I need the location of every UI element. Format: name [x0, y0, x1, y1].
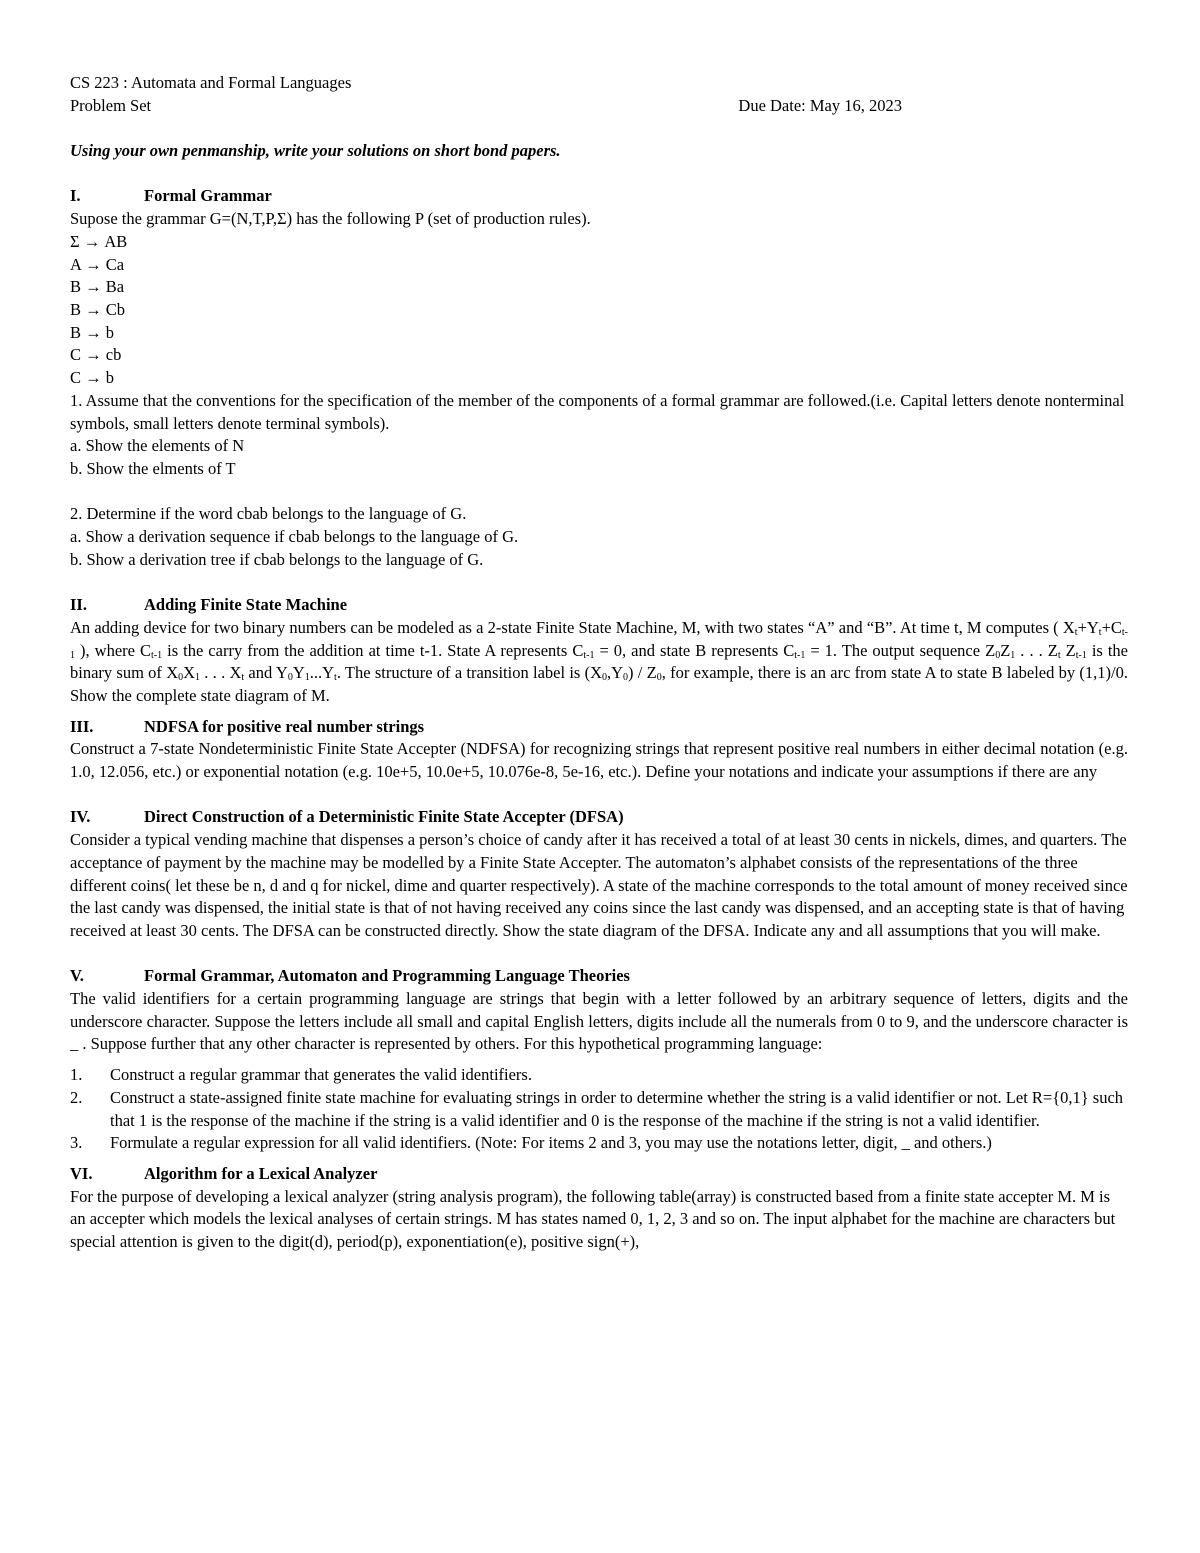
header-row — [70, 95, 902, 118]
instruction: Using your own penmanship, write your solutions on short bond papers. — [70, 141, 561, 161]
list-item-text: Construct a regular grammar that generates the valid identifiers. — [110, 1065, 532, 1085]
section-3-number: III. — [70, 716, 94, 736]
production-rule: B → Ba — [70, 277, 125, 297]
production-rule: B → b — [70, 322, 115, 342]
list-item-text: Formulate a regular expression for all valid identifiers. (Note: For items 2 and 3, you may use the notations letter, digit, _ and others.) — [110, 1133, 992, 1153]
section-5-items — [70, 1064, 1128, 1155]
list-item-text: Construct a state-assigned finite state machine for evaluating strings in order to determine whether the string is a valid identifier or not. Let R={0,1} such that 1 is the response of the machine if the string is a valid identifier and 0 is the response of the machine if the string is not a valid identifier. — [110, 1087, 1124, 1130]
section-1-heading — [70, 185, 1128, 208]
production-rule: B → Cb — [70, 300, 126, 319]
production-rule: C → b — [70, 368, 115, 388]
production-rule: C → cb — [70, 345, 122, 365]
question-1: 1. Assume that the conventions for the specification of the member of the components of a formal grammar are followed.(i.e. Capital letters denote nonterminal symbols, small letters denote terminal symbols). — [70, 390, 1125, 433]
question-1b: b. Show the elments of T — [70, 458, 236, 478]
list-item — [70, 1064, 1128, 1087]
section-3-title: NDFSA for positive real number strings — [144, 716, 425, 736]
section-5-title: Formal Grammar, Automaton and Programming Language Theories — [144, 966, 630, 986]
section-3-body: Construct a 7-state Nondeterministic Finite State Accepter (NDFSA) for recognizing strings that represent positive real numbers in either decimal notation (e.g. 1.0, 12.056, etc.) or exponential notation (e.g. 10e+5, 10.0e+5, 10.076e-8, 5e-16, etc.). Define your notations and indicate your assumptions if there are any — [70, 739, 1128, 782]
section-2-title: Adding Finite State Machine — [144, 595, 348, 615]
list-item — [70, 1087, 1128, 1132]
section-6-body: For the purpose of developing a lexical analyzer (string analysis program), the following table(array) is constructed based from a finite state accepter M. M is an accepter which models the lexical analyses of certain strings. M has states named 0, 1, 2, 3 and so on. The input alphabet for the machine are characters but special attention is given to the digit(d), period(p), exponentiation(e), positive sign(+), — [70, 1186, 1116, 1252]
section-2-number: II. — [70, 595, 87, 615]
section-1-intro: Supose the grammar G=(N,T,P,Σ) has the following P (set of production rules). — [70, 209, 591, 229]
question-2b: b. Show a derivation tree if cbab belongs to the language of G. — [70, 549, 484, 569]
section-3-heading — [70, 716, 1128, 739]
section-5-number: V. — [70, 966, 84, 986]
due-date: Due Date: May 16, 2023 — [738, 95, 902, 115]
doc-type: Problem Set — [70, 95, 152, 115]
section-2-heading — [70, 594, 1128, 617]
production-rules — [70, 231, 1128, 390]
course-title: CS 223 : Automata and Formal Languages — [70, 73, 352, 92]
section-6-title: Algorithm for a Lexical Analyzer — [144, 1163, 378, 1183]
section-4-number: IV. — [70, 807, 91, 827]
section-6-heading — [70, 1163, 1128, 1186]
production-rule: Σ → AB — [70, 231, 128, 251]
section-6-number: VI. — [70, 1163, 93, 1183]
section-1-number: I. — [70, 186, 81, 206]
production-rule: A → Ca — [70, 254, 125, 274]
list-item — [70, 1132, 1128, 1155]
section-5-heading — [70, 965, 1128, 988]
question-2a: a. Show a derivation sequence if cbab belongs to the language of G. — [70, 527, 519, 547]
section-5-body: The valid identifiers for a certain programming language are strings that begin with a letter followed by an arbitrary sequence of letters, digits and the underscore character. Suppose the letters include all small and capital English letters, digits include all the numerals from 0 to 9, and the underscore character is _ . Suppose further that any other character is represented by others. For this hypothetical programming language: — [70, 989, 1128, 1054]
list-item-number: 1. — [70, 1065, 83, 1085]
list-item-number: 2. — [70, 1087, 83, 1107]
section-4-heading — [70, 806, 1128, 829]
question-1a: a. Show the elements of N — [70, 436, 245, 456]
question-2: 2. Determine if the word cbab belongs to the language of G. — [70, 504, 467, 524]
section-4-body: Consider a typical vending machine that dispenses a person’s choice of candy after it has received a total of at least 30 cents in nickels, dimes, and quarters. The acceptance of payment by the machine may be modelled by a Finite State Accepter. The automaton’s alphabet consists of the representations of the three different coins( let these be n, d and q for nickel, dime and quarter respectively). A state of the machine corresponds to the total amount of money received since the last candy was dispensed, the initial state is that of not having received any coins since the last candy was dispensed, and an accepting state is that of having received at least 30 cents. The DFSA can be constructed directly. Show the state diagram of the DFSA. Indicate any and all assumptions that you will make. — [70, 830, 1128, 940]
list-item-number: 3. — [70, 1133, 83, 1153]
section-4-title: Direct Construction of a Deterministic Finite State Accepter (DFSA) — [144, 807, 624, 827]
section-2-body: An adding device for two binary numbers can be modeled as a 2-state Finite State Machine, M, with two states “A” and “B”. At time t, M computes ( $X_t+Y_t+C_{t-1}$ ), where $C_{t-1}$ is the carry from the addition at time t-1. State A represents $C_{t-1} = 0$, and state B represents $C_{t-1} = 1$. The output sequence $Z_0Z_1$ . . . $Z_t$ $Z_{t-1}$ is the binary sum of $X_0X_1$ . . . $X_t$ and $Y_0Y_1...Y_t$. The structure of a transition label is $(X_0,Y_0) / Z_0$, for example, there is an arc from state A to state B labeled by (1,1)/0. Show the complete state diagram of M. — [70, 617, 1129, 705]
section-1-title: Formal Grammar — [144, 186, 272, 206]
